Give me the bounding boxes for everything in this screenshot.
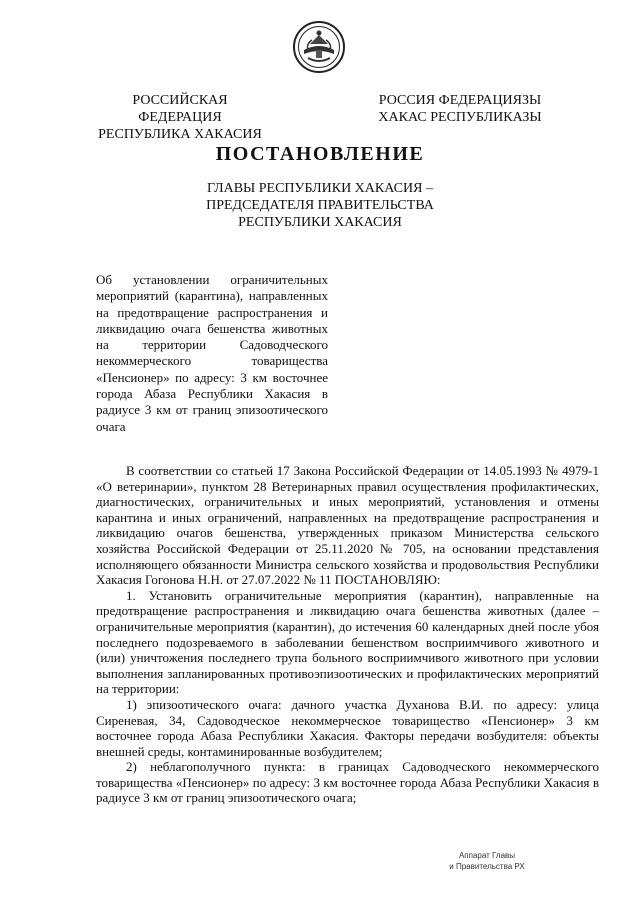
header-khakas: [370, 92, 550, 126]
subtitle-line3: РЕСПУБЛИКИ ХАКАСИЯ: [238, 215, 402, 230]
header-russian-federation: [90, 92, 270, 143]
subtitle-line1: ГЛАВЫ РЕСПУБЛИКИ ХАКАСИЯ –: [207, 181, 433, 196]
header-right-line1: РОССИЯ ФЕДЕРАЦИЯЗЫ: [378, 93, 542, 108]
subject-block: Об установлении ограничительных мероприятий (карантина), направленных на предотвращение распространения и ликвидацию очага бешенства животных на территории Садоводческого некоммерческого товарищества «Пенсионер» по адресу: 3 км восточнее города Абаза Республики Хакасия в радиусе 3 км от границ эпизоотического очага: [96, 272, 328, 434]
document-title: ПОСТАНОВЛЕНИЕ: [215, 143, 425, 165]
header-left-line2: РЕСПУБЛИКА ХАКАСИЯ: [98, 127, 262, 142]
coat-of-arms-emblem: [292, 20, 346, 74]
office-stamp: [437, 850, 537, 872]
preamble-paragraph: В соответствии со статьей 17 Закона Российской Федерации от 14.05.1993 № 4979-1 «О ветеринарии», пунктом 28 Ветеринарных правил осуществления профилактических, диагностических, ограничительных и иных мероприятий, установления и отмены карантина и иных ограничений, направленных на предотвращение распространения и ликвидацию очагов бешенства, утвержденных приказом Министерства сельского хозяйства Российской Федерации от 25.11.2020 № 705, на основании представления исполняющего обязанности Министра сельского хозяйства и продовольствия Республики Хакасия Гогонова Н.Н. от 27.07.2022 № 11 ПОСТАНОВЛЯЮ:: [96, 463, 599, 588]
document-subtitle: [190, 180, 450, 231]
item-1-2-paragraph: 2) неблагополучного пункта: в границах Садоводческого некоммерческого товарищества «Пенсионер» по адресу: 3 км восточнее города Абаза Республики Хакасия в радиусе 3 км от границ эпизоотического очага;: [96, 759, 599, 806]
header-left-line1: РОССИЙСКАЯ ФЕДЕРАЦИЯ: [132, 93, 228, 125]
item-1-1-paragraph: 1) эпизоотического очага: дачного участка Духанова В.И. по адресу: улица Сиреневая, 34, Садоводческое некоммерческое товарищество «Пенсионер» 3 км восточнее города Абаза Республики Хакасия. Факторы передачи возбудителя: объекты внешней среды, контаминированные возбудителем;: [96, 696, 599, 759]
subtitle-line2: ПРЕДСЕДАТЕЛЯ ПРАВИТЕЛЬСТВА: [206, 198, 434, 213]
item-1-paragraph: 1. Установить ограничительные мероприятия (карантин), направленные на предотвращение распространения и ликвидацию очага бешенства животных (далее – ограничительные мероприятия (карантин), до истечения 60 календарных дней после убоя последнего подозреваемого в заболевании бешенством восприимчивого животного и (или) уничтожения последнего трупа больного восприимчивого животного при условии выполнения запланированных противоэпизоотических и профилактических мероприятий на территории:: [96, 587, 599, 697]
stamp-line2: и Правительства РХ: [449, 862, 525, 871]
stamp-line1: Аппарат Главы: [458, 851, 516, 860]
document-body: [96, 463, 599, 806]
header-right-line2: ХАКАС РЕСПУБЛИКАЗЫ: [378, 110, 542, 125]
